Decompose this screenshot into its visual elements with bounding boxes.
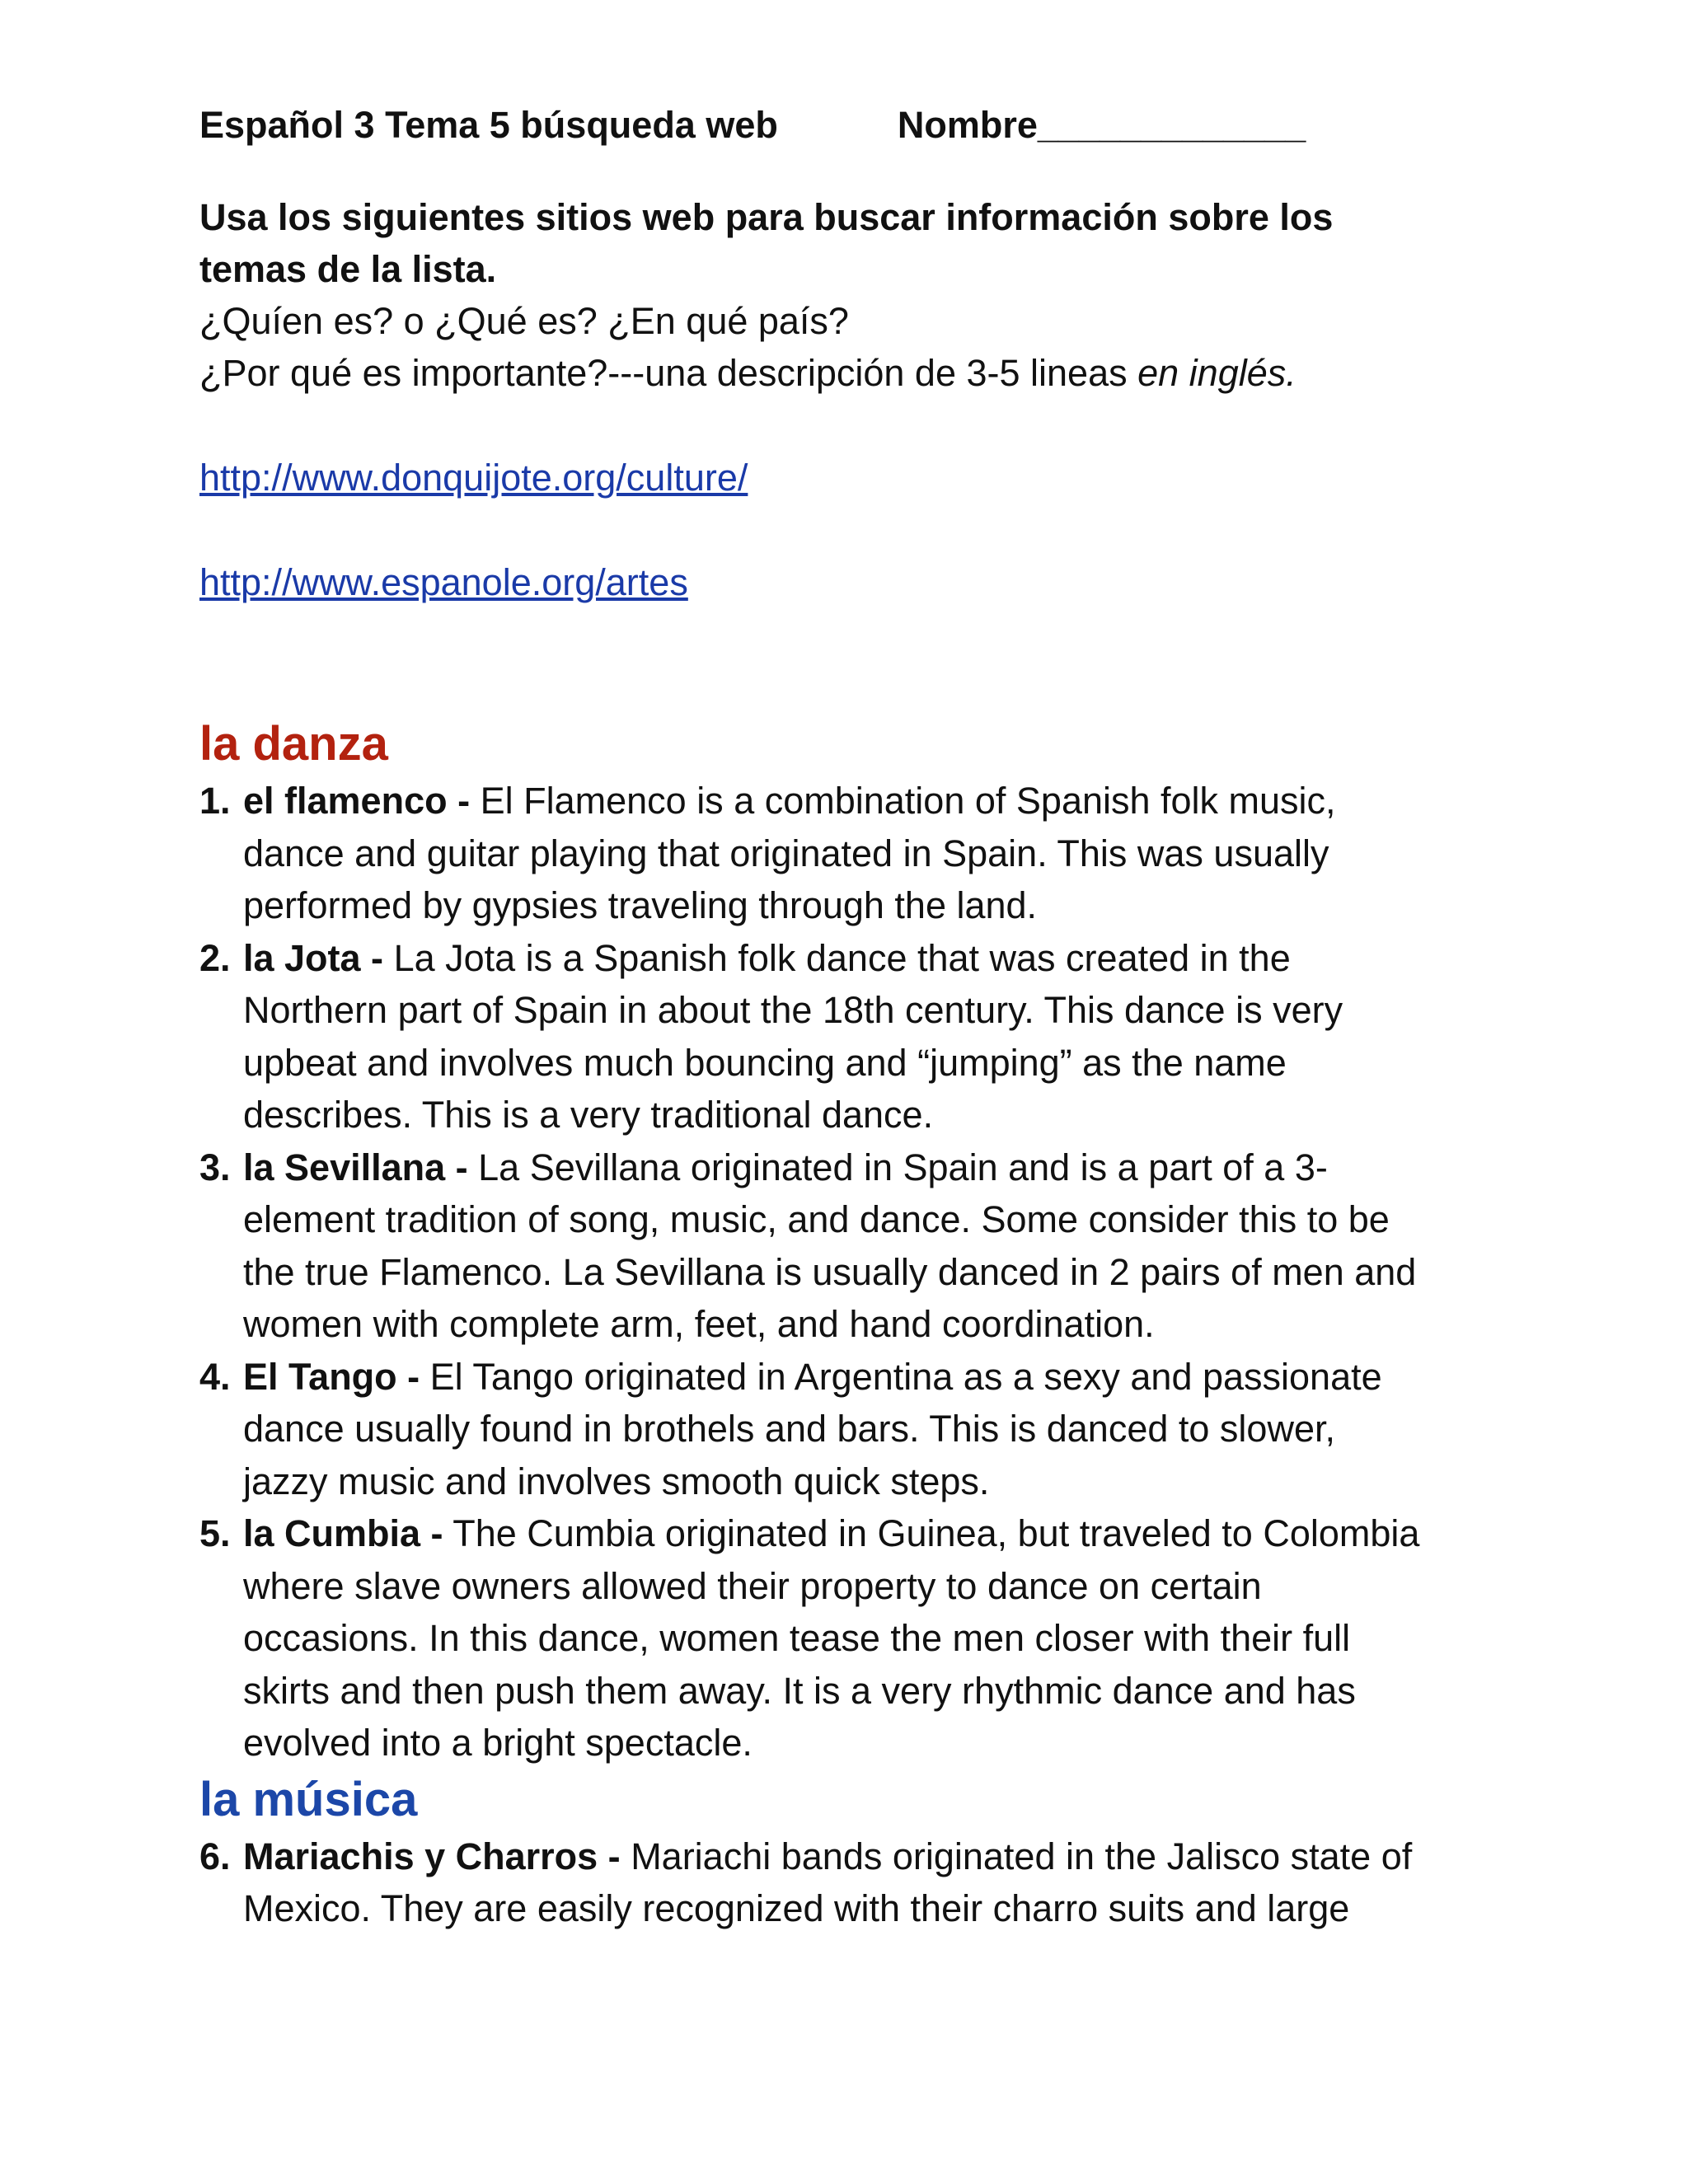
musica-list bbox=[199, 1830, 1502, 1935]
item-term: El Tango - bbox=[243, 1355, 420, 1398]
item-line bbox=[243, 775, 1502, 827]
item-line: Northern part of Spain in about the 18th century. This dance is very bbox=[243, 989, 1343, 1031]
document-page bbox=[199, 97, 1502, 1935]
instruction-line-4-text: ¿Por qué es importante?---una descripción de 3-5 lineas bbox=[199, 352, 1138, 394]
section-heading-danza: la danza bbox=[199, 717, 388, 771]
header bbox=[199, 97, 1502, 153]
instruction-line-3: ¿Quíen es? o ¿Qué es? ¿En qué país? bbox=[199, 300, 849, 342]
item-number: 3. bbox=[199, 1146, 231, 1188]
item-term: la Cumbia - bbox=[243, 1512, 443, 1554]
instruction-line-4-italic: en inglés. bbox=[1137, 352, 1296, 394]
espanole-link[interactable]: http://www.espanole.org/artes bbox=[199, 561, 688, 603]
item-line: performed by gypsies traveling through the land. bbox=[243, 884, 1038, 926]
item-text: The Cumbia originated in Guinea, but traveled to Colombia bbox=[452, 1512, 1420, 1554]
item-line: women with complete arm, feet, and hand coordination. bbox=[243, 1303, 1155, 1345]
item-text: La Jota is a Spanish folk dance that was created in the bbox=[393, 936, 1291, 979]
danza-list bbox=[199, 775, 1502, 1769]
item-line: element tradition of song, music, and dance. Some consider this to be bbox=[243, 1198, 1390, 1240]
item-line: skirts and then push them away. It is a very rhythmic dance and has bbox=[243, 1669, 1356, 1712]
item-number: 2. bbox=[199, 936, 231, 979]
item-line: Mexico. They are easily recognized with their charro suits and large bbox=[243, 1887, 1350, 1929]
section-heading-musica: la música bbox=[199, 1772, 418, 1826]
item-term: el flamenco - bbox=[243, 780, 471, 822]
item-number: 5. bbox=[199, 1512, 231, 1554]
item-line: dance usually found in brothels and bars. This is danced to slower, bbox=[243, 1408, 1335, 1450]
item-line: describes. This is a very traditional dance. bbox=[243, 1094, 934, 1136]
instruction-line-1: Usa los siguientes sitios web para buscar información sobre los bbox=[199, 196, 1334, 238]
item-line bbox=[243, 1830, 1502, 1883]
list-item-mariachis bbox=[199, 1830, 1502, 1935]
item-line: the true Flamenco. La Sevillana is usually danced in 2 pairs of men and bbox=[243, 1250, 1417, 1293]
item-line: upbeat and involves much bouncing and “jumping” as the name bbox=[243, 1041, 1287, 1084]
item-line bbox=[243, 1351, 1502, 1404]
item-line bbox=[243, 1141, 1502, 1194]
list-item-jota bbox=[199, 932, 1502, 1141]
item-line: jazzy music and involves smooth quick steps. bbox=[243, 1460, 990, 1502]
instruction-line-2: temas de la lista. bbox=[199, 248, 497, 290]
item-text: Mariachi bands originated in the Jalisco state of bbox=[631, 1835, 1413, 1877]
item-text: El Flamenco is a combination of Spanish folk music, bbox=[480, 780, 1336, 822]
item-text: La Sevillana originated in Spain and is a part of a 3- bbox=[478, 1146, 1328, 1188]
list-item-sevillana bbox=[199, 1141, 1502, 1351]
item-number: 1. bbox=[199, 780, 231, 822]
item-term: la Sevillana - bbox=[243, 1146, 468, 1188]
item-term: Mariachis y Charros - bbox=[243, 1835, 621, 1877]
item-term: la Jota - bbox=[243, 936, 384, 979]
item-line: where slave owners allowed their property to dance on certain bbox=[243, 1564, 1262, 1607]
item-number: 4. bbox=[199, 1355, 231, 1398]
instructions-bold bbox=[199, 191, 1502, 295]
instructions bbox=[199, 191, 1502, 399]
list-item-tango bbox=[199, 1351, 1502, 1508]
instruction-line-4 bbox=[199, 347, 1502, 399]
item-line: evolved into a bright spectacle. bbox=[243, 1722, 753, 1764]
item-line: dance and guitar playing that originated in Spain. This was usually bbox=[243, 832, 1329, 874]
donquijote-link[interactable]: http://www.donquijote.org/culture/ bbox=[199, 457, 748, 499]
list-item-cumbia bbox=[199, 1507, 1502, 1769]
item-line bbox=[243, 1507, 1502, 1560]
item-line bbox=[243, 932, 1502, 985]
item-line: occasions. In this dance, women tease the men closer with their full bbox=[243, 1617, 1351, 1659]
item-text: El Tango originated in Argentina as a sexy and passionate bbox=[429, 1355, 1382, 1398]
list-item-flamenco bbox=[199, 775, 1502, 932]
item-number: 6. bbox=[199, 1835, 231, 1877]
worksheet-title: Español 3 Tema 5 búsqueda web bbox=[199, 104, 778, 146]
name-field-label: Nombre_____________ bbox=[897, 104, 1306, 146]
